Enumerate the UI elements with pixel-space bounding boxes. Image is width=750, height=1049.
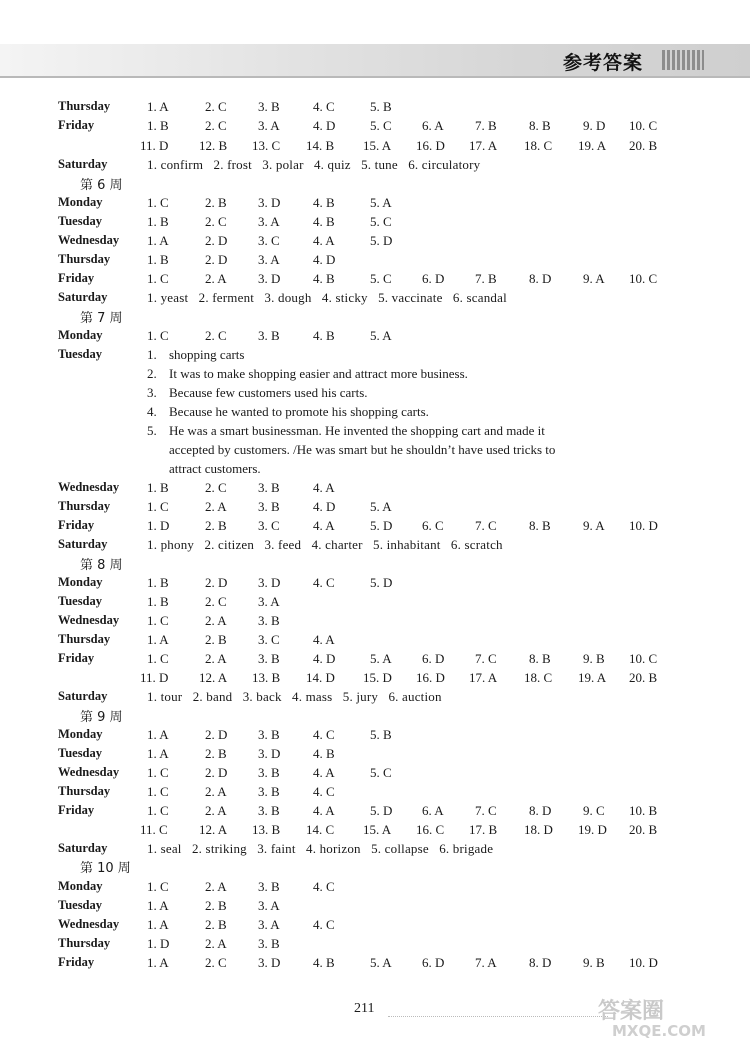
answer-item: 1. C xyxy=(147,879,169,894)
answer-item: 4. A xyxy=(313,233,335,248)
answer-row xyxy=(0,364,750,383)
answer-item: 15. D xyxy=(363,670,392,685)
answer-item: 3. C xyxy=(258,632,280,647)
answer-row xyxy=(0,288,750,307)
answer-item: 6. A xyxy=(422,803,444,818)
answer-item: 1. B xyxy=(147,480,169,495)
answer-item: 9. B xyxy=(583,955,605,970)
answer-item: 8. D xyxy=(529,955,552,970)
answer-item: 3. B xyxy=(258,727,280,742)
answer-item: 2. A xyxy=(205,936,227,951)
day-label: Thursday xyxy=(58,499,111,513)
answer-row xyxy=(0,934,750,953)
answer-item: 14. B xyxy=(306,138,335,153)
answer-item: 3. B xyxy=(258,879,280,894)
day-label: Saturday xyxy=(58,537,108,551)
day-label: Thursday xyxy=(58,632,111,646)
answer-item: 10. D xyxy=(629,955,658,970)
answer-item: 4. A xyxy=(313,632,335,647)
answer-text: accepted by customers. /He was smart but he shouldn’t have used tricks to xyxy=(169,442,556,457)
answer-item: 3. B xyxy=(258,765,280,780)
answer-item: 4. B xyxy=(313,955,335,970)
answer-item: 5. C xyxy=(370,765,392,780)
answer-item: 14. D xyxy=(306,670,335,685)
answer-item: 3. D xyxy=(258,955,281,970)
day-label: Wednesday xyxy=(58,765,120,779)
answer-item: 11. C xyxy=(140,822,168,837)
answer-item: 5. C xyxy=(370,214,392,229)
answer-item: 1. B xyxy=(147,594,169,609)
answer-item: 19. D xyxy=(578,822,607,837)
answer-row xyxy=(0,801,750,820)
answer-item: 5. C xyxy=(370,271,392,286)
day-label: Friday xyxy=(58,651,95,665)
answer-text: attract customers. xyxy=(169,461,261,476)
answer-item: 17. A xyxy=(469,670,498,685)
answer-item: 1. C xyxy=(147,651,169,666)
question-number: 4. xyxy=(147,404,157,419)
answer-item: 3. B xyxy=(258,936,280,951)
answer-item: 3. B xyxy=(258,499,280,514)
answer-row xyxy=(0,516,750,535)
day-label: Friday xyxy=(58,271,95,285)
week-heading-6: 第 6 周 xyxy=(80,178,123,193)
answer-item: 3. B xyxy=(258,328,280,343)
answer-row xyxy=(0,402,750,421)
day-label: Saturday xyxy=(58,841,108,855)
vocabulary-answers: 1. seal 2. striking 3. faint 4. horizon 5. collapse 6. brigade xyxy=(147,841,494,856)
answer-row xyxy=(0,136,750,155)
answer-item: 8. D xyxy=(529,271,552,286)
answer-item: 7. C xyxy=(475,518,497,533)
vocabulary-answers: 1. yeast 2. ferment 3. dough 4. sticky 5. vaccinate 6. scandal xyxy=(147,290,507,305)
answer-row xyxy=(0,231,750,250)
answer-item: 2. B xyxy=(205,632,227,647)
answer-row xyxy=(0,497,750,516)
answer-row xyxy=(0,155,750,174)
answer-item: 10. B xyxy=(629,803,658,818)
answer-item: 12. B xyxy=(199,138,228,153)
answer-row xyxy=(0,782,750,801)
answer-item: 1. A xyxy=(147,746,169,761)
answer-row xyxy=(0,326,750,345)
answer-item: 4. A xyxy=(313,765,335,780)
day-label: Saturday xyxy=(58,689,108,703)
answer-item: 4. B xyxy=(313,271,335,286)
answer-item: 7. B xyxy=(475,271,497,286)
answer-item: 17. A xyxy=(469,138,498,153)
answer-item: 16. C xyxy=(416,822,445,837)
answer-item: 1. B xyxy=(147,252,169,267)
answer-item: 5. A xyxy=(370,195,392,210)
answer-item: 9. A xyxy=(583,518,605,533)
answer-text: He was a smart businessman. He invented the shopping cart and made it xyxy=(169,423,545,438)
answer-item: 8. B xyxy=(529,518,551,533)
answer-item: 12. A xyxy=(199,822,228,837)
answer-item: 4. D xyxy=(313,252,336,267)
answer-item: 10. D xyxy=(629,518,658,533)
answer-item: 2. B xyxy=(205,518,227,533)
answer-item: 1. C xyxy=(147,613,169,628)
answer-item: 1. A xyxy=(147,632,169,647)
answer-item: 3. A xyxy=(258,898,280,913)
answer-row xyxy=(0,269,750,288)
answer-item: 2. D xyxy=(205,252,228,267)
answer-item: 7. B xyxy=(475,118,497,133)
answer-item: 4. C xyxy=(313,784,335,799)
week-heading-10: 第 10 周 xyxy=(80,861,131,876)
day-label: Tuesday xyxy=(58,898,103,912)
day-label: Monday xyxy=(58,575,103,589)
answer-item: 4. A xyxy=(313,803,335,818)
answer-item: 4. C xyxy=(313,575,335,590)
answer-item: 2. C xyxy=(205,594,227,609)
day-label: Wednesday xyxy=(58,917,120,931)
answer-item: 1. C xyxy=(147,195,169,210)
answer-item: 4. B xyxy=(313,746,335,761)
day-label: Saturday xyxy=(58,290,108,304)
answer-item: 1. A xyxy=(147,955,169,970)
answer-item: 18. D xyxy=(524,822,553,837)
day-label: Friday xyxy=(58,118,95,132)
answer-item: 7. C xyxy=(475,803,497,818)
answer-item: 18. C xyxy=(524,670,553,685)
answer-item: 2. B xyxy=(205,746,227,761)
answer-item: 4. B xyxy=(313,214,335,229)
answer-item: 8. B xyxy=(529,118,551,133)
answer-row xyxy=(0,725,750,744)
answer-item: 15. A xyxy=(363,822,392,837)
answer-row xyxy=(0,611,750,630)
answer-item: 10. C xyxy=(629,271,658,286)
answer-item: 9. A xyxy=(583,271,605,286)
answer-item: 4. A xyxy=(313,480,335,495)
day-label: Friday xyxy=(58,518,95,532)
answer-item: 1. B xyxy=(147,214,169,229)
day-label: Tuesday xyxy=(58,214,103,228)
answer-item: 3. B xyxy=(258,784,280,799)
answer-row xyxy=(0,97,750,116)
day-label: Monday xyxy=(58,879,103,893)
answer-item: 2. D xyxy=(205,575,228,590)
question-number: 1. xyxy=(147,347,157,362)
answer-item: 14. C xyxy=(306,822,335,837)
day-label: Friday xyxy=(58,955,95,969)
answer-row xyxy=(0,478,750,497)
day-label: Saturday xyxy=(58,157,108,171)
answer-item: 3. B xyxy=(258,803,280,818)
answer-item: 2. A xyxy=(205,879,227,894)
answer-row xyxy=(0,440,750,459)
day-label: Thursday xyxy=(58,252,111,266)
answer-item: 3. C xyxy=(258,518,280,533)
answer-item: 2. C xyxy=(205,214,227,229)
answer-item: 5. A xyxy=(370,955,392,970)
answer-item: 9. C xyxy=(583,803,605,818)
day-label: Wednesday xyxy=(58,233,120,247)
answer-item: 6. D xyxy=(422,271,445,286)
answer-item: 6. C xyxy=(422,518,444,533)
answer-row xyxy=(0,839,750,858)
answer-item: 5. D xyxy=(370,803,393,818)
answer-item: 20. B xyxy=(629,670,658,685)
answer-item: 19. A xyxy=(578,670,607,685)
answer-item: 4. D xyxy=(313,499,336,514)
answer-row xyxy=(0,820,750,839)
day-label: Friday xyxy=(58,803,95,817)
answer-row xyxy=(0,345,750,364)
answer-item: 5. C xyxy=(370,118,392,133)
answer-item: 20. B xyxy=(629,822,658,837)
answer-row xyxy=(0,915,750,934)
answer-item: 3. A xyxy=(258,214,280,229)
answer-row xyxy=(0,744,750,763)
watermark-logo: 答案圈 xyxy=(598,999,665,1024)
day-label: Tuesday xyxy=(58,347,103,361)
answer-item: 13. B xyxy=(252,822,281,837)
answer-row xyxy=(0,250,750,269)
answer-item: 9. D xyxy=(583,118,606,133)
answer-row xyxy=(0,193,750,212)
answer-item: 3. A xyxy=(258,252,280,267)
answer-item: 5. B xyxy=(370,727,392,742)
answer-item: 19. A xyxy=(578,138,607,153)
page-number: 211 xyxy=(354,1001,375,1016)
answer-item: 18. C xyxy=(524,138,553,153)
answer-item: 1. C xyxy=(147,765,169,780)
answer-text: Because few customers used his carts. xyxy=(169,385,368,400)
day-label: Tuesday xyxy=(58,594,103,608)
answer-item: 2. A xyxy=(205,784,227,799)
question-number: 5. xyxy=(147,423,157,438)
answer-item: 20. B xyxy=(629,138,658,153)
answer-item: 11. D xyxy=(140,138,169,153)
answer-item: 2. B xyxy=(205,898,227,913)
answer-item: 1. B xyxy=(147,575,169,590)
answer-item: 4. D xyxy=(313,651,336,666)
answer-row xyxy=(0,383,750,402)
answer-item: 2. C xyxy=(205,118,227,133)
answer-item: 3. B xyxy=(258,613,280,628)
question-number: 3. xyxy=(147,385,157,400)
answer-row xyxy=(0,687,750,706)
answer-item: 1. A xyxy=(147,99,169,114)
vocabulary-answers: 1. tour 2. band 3. back 4. mass 5. jury 6. auction xyxy=(147,689,442,704)
answer-item: 1. A xyxy=(147,917,169,932)
answer-item: 2. D xyxy=(205,727,228,742)
answer-row xyxy=(0,896,750,915)
answer-item: 1. C xyxy=(147,328,169,343)
answer-row xyxy=(0,116,750,135)
answer-item: 1. C xyxy=(147,499,169,514)
answer-item: 9. B xyxy=(583,651,605,666)
answer-item: 1. C xyxy=(147,803,169,818)
answer-text: shopping carts xyxy=(169,347,245,362)
answer-item: 5. B xyxy=(370,99,392,114)
answer-item: 2. A xyxy=(205,803,227,818)
answer-item: 16. D xyxy=(416,138,445,153)
answer-item: 2. A xyxy=(205,271,227,286)
answer-item: 4. C xyxy=(313,879,335,894)
day-label: Thursday xyxy=(58,99,111,113)
answer-item: 1. D xyxy=(147,936,170,951)
footer-divider xyxy=(388,1016,608,1018)
answer-item: 1. B xyxy=(147,118,169,133)
answer-item: 10. C xyxy=(629,118,658,133)
answer-item: 2. A xyxy=(205,613,227,628)
day-label: Thursday xyxy=(58,784,111,798)
answer-row xyxy=(0,535,750,554)
answer-item: 4. D xyxy=(313,118,336,133)
watermark-url: MXQE.COM xyxy=(612,1022,706,1040)
answer-item: 4. C xyxy=(313,99,335,114)
answer-row xyxy=(0,953,750,972)
answer-text: It was to make shopping easier and attract more business. xyxy=(169,366,468,381)
answer-item: 4. B xyxy=(313,328,335,343)
answer-row xyxy=(0,630,750,649)
week-heading-7: 第 7 周 xyxy=(80,311,123,326)
answer-item: 3. B xyxy=(258,651,280,666)
answer-item: 13. C xyxy=(252,138,281,153)
question-number: 2. xyxy=(147,366,157,381)
day-label: Thursday xyxy=(58,936,111,950)
answer-row xyxy=(0,573,750,592)
answer-item: 3. A xyxy=(258,594,280,609)
answer-item: 3. A xyxy=(258,917,280,932)
answer-row xyxy=(0,668,750,687)
answer-item: 2. C xyxy=(205,480,227,495)
day-label: Wednesday xyxy=(58,480,120,494)
day-label: Tuesday xyxy=(58,746,103,760)
day-label: Monday xyxy=(58,727,103,741)
answer-row xyxy=(0,649,750,668)
day-label: Monday xyxy=(58,195,103,209)
answer-item: 4. C xyxy=(313,727,335,742)
answer-item: 3. D xyxy=(258,271,281,286)
answer-item: 5. A xyxy=(370,651,392,666)
answer-item: 3. B xyxy=(258,480,280,495)
answer-item: 4. B xyxy=(313,195,335,210)
answer-item: 2. D xyxy=(205,765,228,780)
answer-item: 15. A xyxy=(363,138,392,153)
answer-item: 1. A xyxy=(147,233,169,248)
answer-text: Because he wanted to promote his shopping carts. xyxy=(169,404,429,419)
answer-item: 1. C xyxy=(147,271,169,286)
answer-row xyxy=(0,421,750,440)
answer-item: 6. A xyxy=(422,118,444,133)
answer-item: 13. B xyxy=(252,670,281,685)
answer-item: 1. D xyxy=(147,518,170,533)
week-heading-9: 第 9 周 xyxy=(80,710,123,725)
answer-item: 3. A xyxy=(258,118,280,133)
answer-item: 2. C xyxy=(205,955,227,970)
vocabulary-answers: 1. phony 2. citizen 3. feed 4. charter 5. inhabitant 6. scratch xyxy=(147,537,503,552)
answer-item: 5. A xyxy=(370,499,392,514)
vocabulary-answers: 1. confirm 2. frost 3. polar 4. quiz 5. tune 6. circulatory xyxy=(147,157,481,172)
answer-item: 2. B xyxy=(205,195,227,210)
answer-row xyxy=(0,212,750,231)
answer-item: 5. A xyxy=(370,328,392,343)
answer-item: 3. C xyxy=(258,233,280,248)
answer-item: 5. D xyxy=(370,575,393,590)
answer-item: 2. C xyxy=(205,99,227,114)
answer-item: 3. B xyxy=(258,99,280,114)
day-label: Wednesday xyxy=(58,613,120,627)
answer-item: 7. C xyxy=(475,651,497,666)
answer-item: 3. D xyxy=(258,746,281,761)
answer-row xyxy=(0,877,750,896)
answer-item: 10. C xyxy=(629,651,658,666)
day-label: Monday xyxy=(58,328,103,342)
answer-item: 1. A xyxy=(147,898,169,913)
answer-item: 3. D xyxy=(258,575,281,590)
week-heading-8: 第 8 周 xyxy=(80,558,123,573)
answer-item: 7. A xyxy=(475,955,497,970)
answer-item: 5. D xyxy=(370,233,393,248)
answer-item: 8. B xyxy=(529,651,551,666)
answer-item: 1. C xyxy=(147,784,169,799)
answer-item: 2. D xyxy=(205,233,228,248)
answer-item: 17. B xyxy=(469,822,498,837)
answer-item: 5. D xyxy=(370,518,393,533)
answer-item: 4. C xyxy=(313,917,335,932)
answer-item: 16. D xyxy=(416,670,445,685)
answer-item: 6. D xyxy=(422,651,445,666)
page-header-title: 参考答案 xyxy=(563,52,644,74)
answer-item: 6. D xyxy=(422,955,445,970)
answer-item: 12. A xyxy=(199,670,228,685)
answer-row xyxy=(0,459,750,478)
answer-item: 1. A xyxy=(147,727,169,742)
answer-item: 2. A xyxy=(205,499,227,514)
answer-row xyxy=(0,763,750,782)
answer-item: 2. C xyxy=(205,328,227,343)
answer-row xyxy=(0,592,750,611)
answer-item: 3. D xyxy=(258,195,281,210)
answer-item: 4. A xyxy=(313,518,335,533)
answer-item: 2. B xyxy=(205,917,227,932)
answer-item: 2. A xyxy=(205,651,227,666)
answer-item: 11. D xyxy=(140,670,169,685)
answer-item: 8. D xyxy=(529,803,552,818)
